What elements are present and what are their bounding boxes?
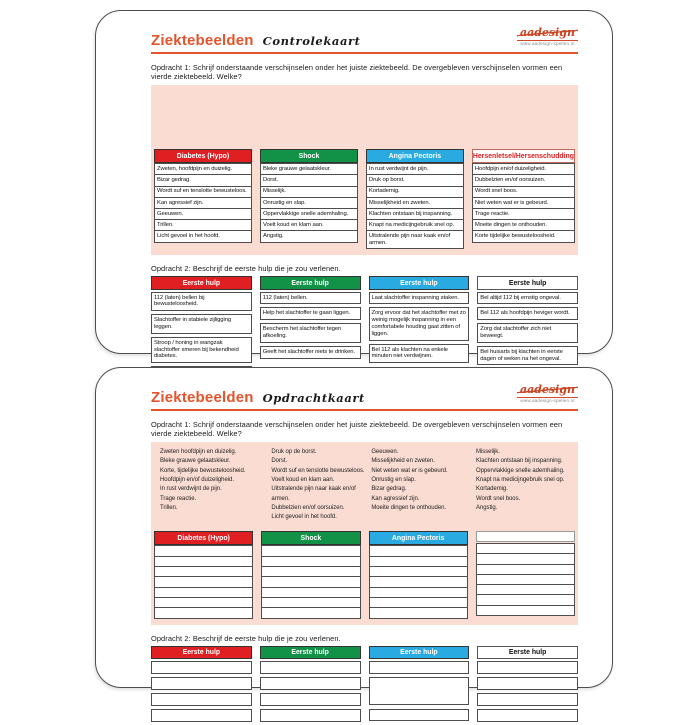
symptom-cell: Zweten, hoofdpijn en duizelig. <box>154 163 252 175</box>
eerste-hulp-cell: Laat slachtoffer inspanning staken. <box>369 292 470 305</box>
scrambled-symptom: Onrustig en slap. <box>371 476 416 483</box>
scrambled-symptom: Zweten hoofdpijn en duizelig. <box>160 449 237 456</box>
scrambled-symptom: Bleke grauwe gelaatskleur. <box>160 458 231 465</box>
eerste-hulp-cell: Help het slachtoffer te gaan liggen. <box>260 307 361 320</box>
eerste-hulp-cell: Bel altijd 112 bij ernstig ongeval. <box>477 292 578 305</box>
eerste-hulp-shock <box>260 646 361 725</box>
answer-column-diabetes <box>154 531 253 618</box>
eerste-hulp-header: Eerste hulp <box>260 276 361 290</box>
symptom-cell: Knapt na medicijngebruik snel op. <box>366 219 464 231</box>
eerste-hulp-header: Eerste hulp <box>369 646 470 660</box>
card-header <box>151 24 578 49</box>
answer-table <box>154 531 575 618</box>
symptom-table-panel <box>151 85 578 255</box>
card-subtitle: Controlekaart <box>262 33 361 48</box>
eerste-hulp-angina <box>369 646 470 725</box>
eerste-hulp-cell: Stroop / honing in wangzak slachtoffer smeren bij bekendheid diabetes. <box>151 337 252 363</box>
symptom-cell: Niet weten wat er is gebeurd. <box>472 197 575 209</box>
column-header-angina: Angina Pectoris <box>366 149 464 163</box>
empty-answer-cell[interactable] <box>369 607 468 618</box>
scrambled-symptom: Dorst. <box>271 458 288 465</box>
eerste-hulp-diabetes <box>151 646 252 725</box>
eerste-hulp-cell: Geeft het slachtoffer niets te drinken. <box>260 346 361 359</box>
empty-eerste-hulp-cell[interactable] <box>477 677 578 690</box>
symptom-cell: Uitstralende pijn naar kaak en/of armen. <box>366 230 464 249</box>
empty-eerste-hulp-cell[interactable] <box>151 709 252 722</box>
eerste-hulp-header: Eerste hulp <box>151 276 252 290</box>
header-rule <box>151 52 578 55</box>
symptom-cell: Misselijkheid en zweten. <box>366 197 464 209</box>
empty-eerste-hulp-cell[interactable] <box>260 677 361 690</box>
scrambled-symptom: Licht gevoel in het hoofd. <box>271 514 337 521</box>
scrambled-symptom: Wordt suf en tenslotte bewusteloos. <box>271 467 365 474</box>
logo-url: www.aadesign-spellen.nl <box>520 398 575 403</box>
empty-answer-cell[interactable] <box>261 607 360 618</box>
eerste-hulp-cell: Zorg dat slachtoffer zich niet beweegt. <box>477 323 578 343</box>
empty-eerste-hulp-cell[interactable] <box>477 693 578 706</box>
answer-column-blank <box>476 531 575 618</box>
symptom-cell: Kortademig. <box>366 186 464 198</box>
scrambled-symptom: Druk op de borst. <box>271 449 317 456</box>
eerste-hulp-header: Eerste hulp <box>477 646 578 660</box>
empty-eerste-hulp-cell[interactable] <box>369 661 470 674</box>
scrambled-symptom-list <box>154 446 575 526</box>
empty-eerste-hulp-cell[interactable] <box>151 693 252 706</box>
logo-url: www.aadesign-spellen.nl <box>520 41 575 46</box>
symptom-cell: Geeuwen. <box>154 208 252 220</box>
scrambled-symptom: Dubbelzien en/of oorsuizen. <box>271 504 345 511</box>
header-rule <box>151 409 578 412</box>
eerste-hulp-header: Eerste hulp <box>477 276 578 290</box>
opdracht2-text: Opdracht 2: Beschrijf de eerste hulp die je zou verlenen. <box>151 633 341 643</box>
eerste-hulp-cell: Bel huisarts bij klachten in eerste dagen of weken na het ongeval. <box>477 346 578 366</box>
scrambled-symptom: Uitstralende pijn naar kaak en/of armen. <box>271 486 356 502</box>
empty-eerste-hulp-cell[interactable] <box>260 661 361 674</box>
symptom-cell: Bleke grauwe gelaatskleur. <box>260 163 358 175</box>
opdracht1-text: Opdracht 1: Schrijf onderstaande verschijnselen onder het juiste ziektebeeld. De overgebleven verschijnselen vormen een vierde ziektebeeld. Welke? <box>151 63 563 82</box>
symptom-cell: Hoofdpijn en/of duizeligheid. <box>472 163 575 175</box>
logo-wordmark: aadesign <box>517 383 578 398</box>
symptom-cell: Oppervlakkige snelle ademhaling. <box>260 208 358 220</box>
symptom-cell: Kan agressief zijn. <box>154 197 252 209</box>
card-header <box>151 381 578 406</box>
symptom-cell: Druk op borst. <box>366 174 464 186</box>
symptom-cell: Bizar gedrag. <box>154 174 252 186</box>
empty-eerste-hulp-cell[interactable] <box>151 677 252 690</box>
symptom-cell: Trage reactie. <box>472 208 575 220</box>
empty-eerste-hulp-cell[interactable] <box>260 693 361 706</box>
column-header-angina: Angina Pectoris <box>369 531 468 545</box>
column-header-diabetes: Diabetes (Hypo) <box>154 149 252 163</box>
column-shock <box>260 149 358 249</box>
eerste-hulp-cell: 112 (laten) bellen. <box>260 292 361 305</box>
controlekaart-card <box>95 10 613 362</box>
scrambled-symptom: Niet weten wat er is gebeurd. <box>371 467 448 474</box>
eerste-hulp-cell: 112 (laten) bellen bij bewusteloosheid. <box>151 292 252 312</box>
scrambled-symptom: Geeuwen. <box>371 449 399 456</box>
eerste-hulp-cell: Bel 112 als klachten na enkele minuten niet verdwijnen. <box>369 344 470 364</box>
empty-eerste-hulp-cell[interactable] <box>151 661 252 674</box>
symptom-cell: In rust verdwijnt de pijn. <box>366 163 464 175</box>
symptom-cell: Misselijk. <box>260 186 358 198</box>
symptom-cell: Dorst. <box>260 174 358 186</box>
symptom-cell: Angstig. <box>260 230 358 242</box>
scrambled-symptom: Misselijk. <box>476 449 500 456</box>
symptom-cell: Dubbelzien en/of oorsuizen. <box>472 174 575 186</box>
symptom-cell: Voelt koud en klam aan. <box>260 219 358 231</box>
symptom-cell: Moeite dingen te onthouden. <box>472 219 575 231</box>
scrambled-symptom: Moeite dingen te onthouden. <box>371 504 447 511</box>
scrambled-symptom: Misselijkheid en zweten. <box>371 458 435 465</box>
column-header-diabetes: Diabetes (Hypo) <box>154 531 253 545</box>
scrambled-symptom: Klachten ontstaan bij inspanning. <box>476 458 563 465</box>
symptom-cell: Korte tijdelijke bewusteloosheid. <box>472 230 575 242</box>
scrambled-symptom: Knapt na medicijngebruik snel op. <box>476 476 565 483</box>
opdrachtkaart-card <box>95 367 613 688</box>
empty-eerste-hulp-cell[interactable] <box>477 709 578 722</box>
column-header-blank <box>476 531 575 542</box>
scrambled-symptom: Kan agressief zijn. <box>371 495 420 502</box>
column-angina <box>366 149 464 249</box>
scrambled-symptom: Angstig. <box>476 504 498 511</box>
eerste-hulp-header: Eerste hulp <box>369 276 470 290</box>
empty-eerste-hulp-cell[interactable] <box>477 661 578 674</box>
scrambled-symptom: In rust verdwijnt de pijn. <box>160 486 222 493</box>
aadesign-logo <box>517 24 578 49</box>
scrambled-symptom: Hoofdpijn en/of duizeligheid. <box>160 476 234 483</box>
answer-column-shock <box>261 531 360 618</box>
eerste-hulp-cell: Zorg ervoor dat het slachtoffer met zo weinig mogelijk inspanning in een comfortabele houding gaat zitten of liggen. <box>369 307 470 340</box>
symptom-cell: Onrustig en slap. <box>260 197 358 209</box>
empty-eerste-hulp-cell[interactable] <box>260 709 361 722</box>
empty-eerste-hulp-cell[interactable] <box>369 709 470 722</box>
aadesign-logo <box>517 381 578 406</box>
page-title: Ziektebeelden <box>151 31 254 49</box>
scrambled-symptoms-panel <box>151 442 578 624</box>
symptom-cell: Wordt snel boos. <box>472 186 575 198</box>
symptom-cell: Klachten ontstaan bij inspanning. <box>366 208 464 220</box>
answer-column-angina <box>369 531 468 618</box>
eerste-hulp-blank <box>477 646 578 725</box>
eerste-hulp-header: Eerste hulp <box>260 646 361 660</box>
eerste-hulp-header: Eerste hulp <box>151 646 252 660</box>
symptom-cell: Licht gevoel in het hoofd. <box>154 230 252 242</box>
eerste-hulp-section <box>151 646 578 725</box>
opdracht1-text: Opdracht 1: Schrijf onderstaande verschijnselen onder het juiste ziektebeeld. De overgebleven verschijnselen vormen een vierde ziektebeeld. Welke? <box>151 420 563 439</box>
card-subtitle: Opdrachtkaart <box>262 390 365 405</box>
column-diabetes <box>154 149 252 249</box>
opdracht2-text: Opdracht 2: Beschrijf de eerste hulp die je zou verlenen. <box>151 264 341 274</box>
eerste-hulp-cell: Bel 112 als hoofdpijn heviger wordt. <box>477 307 578 320</box>
scrambled-symptom: Kortademig. <box>476 486 508 493</box>
scrambled-symptom: Trillen. <box>160 504 178 511</box>
empty-eerste-hulp-cell[interactable] <box>369 677 470 705</box>
column-header-shock: Shock <box>261 531 360 545</box>
eerste-hulp-cell: Slachtoffer in stabiele zijligging leggen. <box>151 314 252 334</box>
column-header-shock: Shock <box>260 149 358 163</box>
column-hersenletsel <box>472 149 575 249</box>
empty-answer-cell[interactable] <box>476 605 575 616</box>
column-header-hersenletsel: Hersenletsel/Hersenschudding <box>472 149 575 163</box>
scrambled-symptom: Bizar gedrag. <box>371 486 407 493</box>
scrambled-symptom: Wordt snel boos. <box>476 495 521 502</box>
eerste-hulp-cell: Bescherm het slachtoffer tegen afkoeling. <box>260 323 361 343</box>
logo-wordmark: aadesign <box>517 26 578 41</box>
scrambled-symptom: Voelt koud en klam aan. <box>271 476 335 483</box>
scrambled-symptom: Trage reactie. <box>160 495 197 502</box>
scrambled-symptom: Korte, tijdelijke bewusteloosheid. <box>160 467 246 474</box>
page-title: Ziektebeelden <box>151 388 254 406</box>
symptom-cell: Wordt suf en tenslotte bewusteloos. <box>154 186 252 198</box>
empty-answer-cell[interactable] <box>154 607 253 618</box>
scrambled-symptom: Oppervlakkige snelle ademhaling. <box>476 467 565 474</box>
symptom-cell: Trillen. <box>154 219 252 231</box>
